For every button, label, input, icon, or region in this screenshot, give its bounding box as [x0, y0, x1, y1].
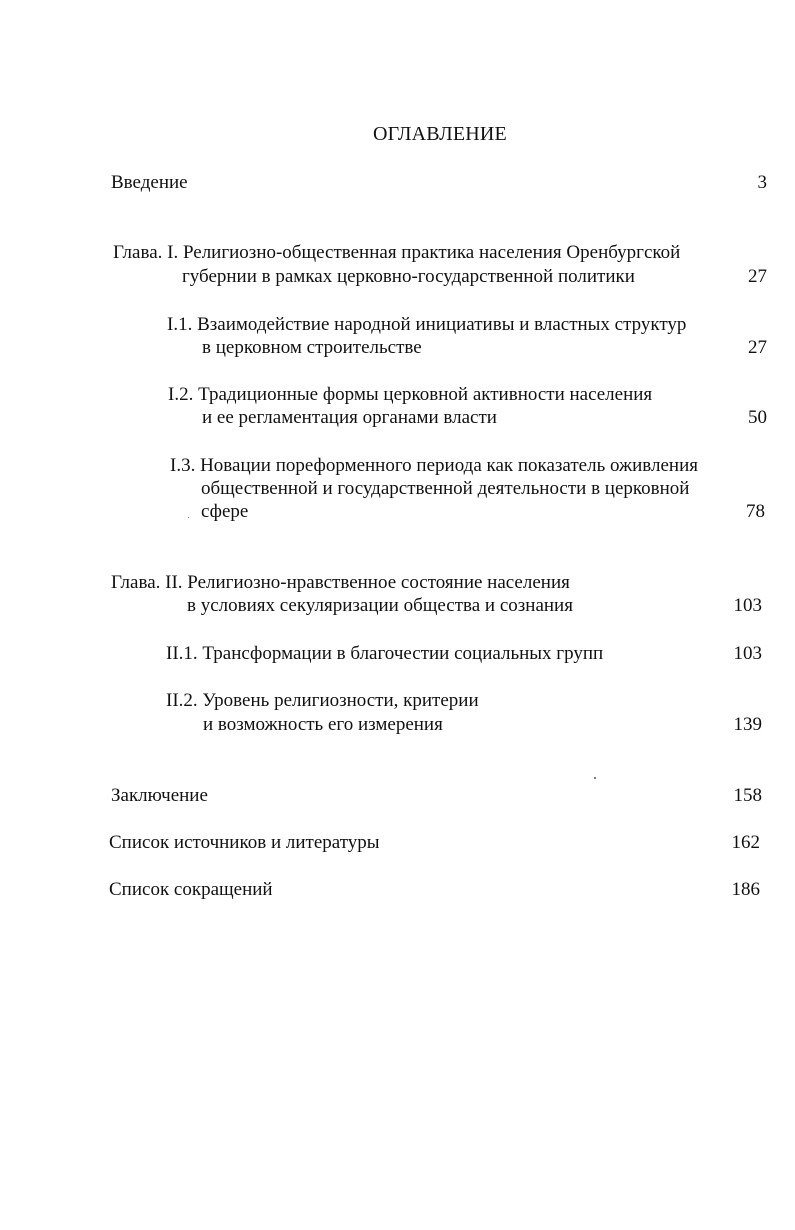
- toc-entry-title-continued: в церковном строительстве: [202, 337, 422, 358]
- toc-entry-title-continued: общественной и государственной деятельности в церковной: [201, 478, 690, 499]
- toc-page-number: 103: [733, 595, 762, 616]
- toc-page-number: 186: [731, 879, 760, 900]
- scan-speck: [188, 517, 189, 518]
- toc-entry-title-continued: и ее регламентация органами власти: [202, 407, 497, 428]
- toc-page-number: 139: [733, 714, 762, 735]
- toc-entry-title-continued: в условиях секуляризации общества и сознания: [187, 595, 573, 616]
- toc-entry-title: II.2. Уровень религиозности, критерии: [166, 690, 479, 711]
- toc-entry-title: Список источников и литературы: [109, 832, 380, 853]
- toc-entry-title: Введение: [111, 172, 188, 193]
- toc-entry-title-continued: сфере: [201, 501, 249, 522]
- toc-page-number: 103: [733, 643, 762, 664]
- toc-page-number: 158: [733, 785, 762, 806]
- scan-speck: [594, 777, 596, 779]
- toc-entry-title: I.1. Взаимодействие народной инициативы и властных структур: [167, 314, 687, 335]
- toc-entry-title: Глава. I. Религиозно-общественная практика населения Оренбургской: [113, 242, 681, 263]
- toc-page-number: 162: [731, 832, 760, 853]
- toc-entry-title: Список сокращений: [109, 879, 273, 900]
- toc-entry-title: Глава. II. Религиозно-нравственное состояние населения: [111, 572, 570, 593]
- toc-entry-title: I.2. Традиционные формы церковной активности населения: [168, 384, 653, 405]
- toc-page-number: 3: [757, 172, 767, 193]
- page-title: ОГЛАВЛЕНИЕ: [373, 123, 507, 145]
- toc-entry-title-continued: и возможность его измерения: [203, 714, 443, 735]
- toc-page-number: 78: [746, 501, 765, 522]
- toc-page-number: 27: [748, 337, 767, 358]
- toc-page-number: 50: [748, 407, 767, 428]
- toc-entry-title-continued: губернии в рамках церковно-государственной политики: [182, 266, 635, 287]
- toc-entry-title: II.1. Трансформации в благочестии социальных групп: [166, 643, 604, 664]
- toc-page-number: 27: [748, 266, 767, 287]
- toc-entry-title: Заключение: [111, 785, 208, 806]
- toc-entry-title: I.3. Новации пореформенного периода как показатель оживления: [170, 455, 699, 476]
